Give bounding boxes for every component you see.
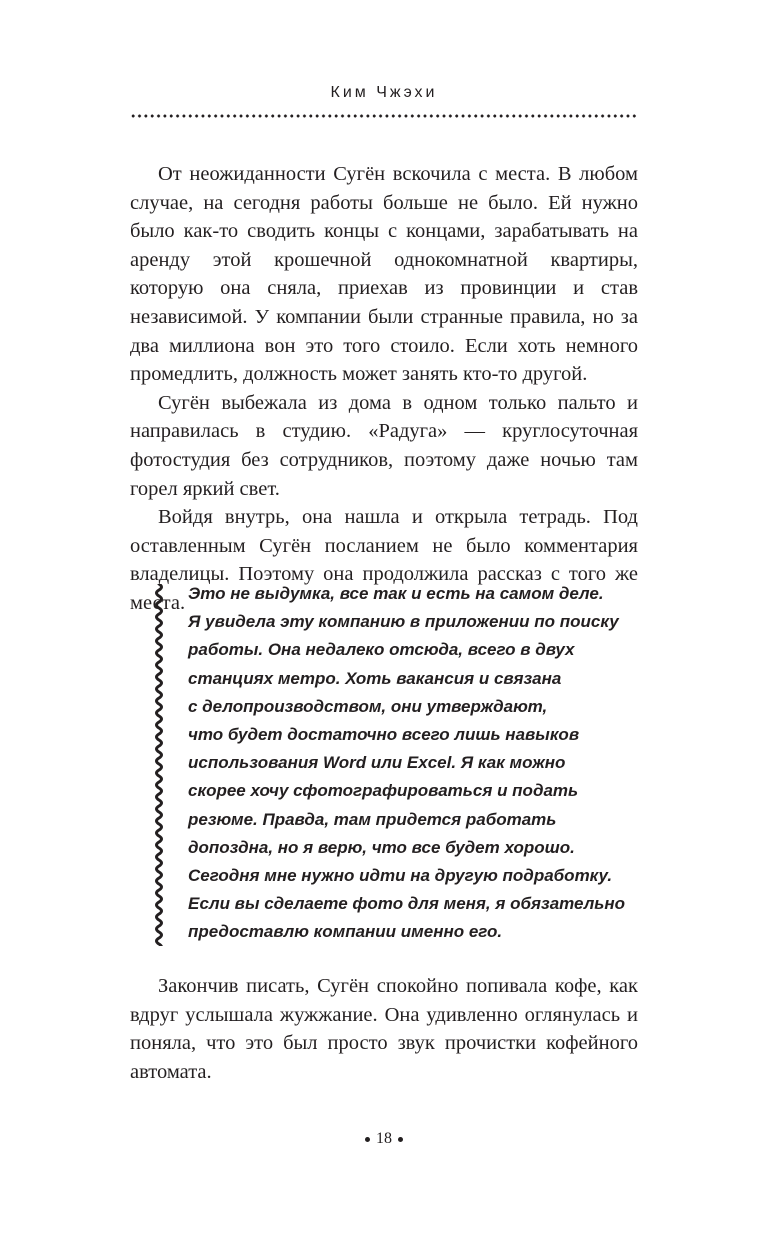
quote-line: с делопроизводством, они утверждают, bbox=[188, 696, 548, 716]
notebook-quote bbox=[152, 580, 642, 952]
quote-line: что будет достаточно всего лишь навыков bbox=[188, 725, 580, 745]
page-number-footer bbox=[0, 1130, 768, 1148]
quote-text bbox=[188, 580, 648, 947]
paragraph: Сугён выбежала из дома в одном только пальто и направилась в студию. «Радуга» — круглосуточная фотостудия без сотрудников, поэтому даже ночью там горел яркий свет. bbox=[130, 391, 638, 500]
quote-line: станциях метро. Хоть вакансия и связана bbox=[188, 668, 562, 688]
paragraph: От неожиданности Сугён вскочила с места. В любом случае, на сегодня работы больше не было. Ей нужно было как-то сводить концы с концами, зарабатывать на аренду этой крошечной однокомнатной квартиры, которую она сняла, приехав из провинции и став независимой. У компании были странные правила, но за два миллиона вон это того стоило. Если хоть немного промедлить, должность может занять кто-то другой. bbox=[130, 163, 638, 386]
paragraph: Закончив писать, Сугён спокойно попивала кофе, как вдруг услышала жужжание. Она удивленно оглянулась и поняла, что это был просто звук прочистки кофейного автомата. bbox=[130, 975, 638, 1083]
quote-line: Я увидела эту компанию в приложении по поиску bbox=[188, 612, 619, 632]
quote-line: скорее хочу сфотографироваться и подать bbox=[188, 781, 579, 801]
main-text-bottom bbox=[130, 972, 638, 1086]
quote-line: допоздна, но я верю, что все будет хорошо. bbox=[188, 837, 575, 857]
quote-line: резюме. Правда, там придется работать bbox=[188, 809, 557, 829]
page-number: 18 bbox=[376, 1130, 392, 1147]
quote-line: использования Word или Excel. Я как можно bbox=[188, 753, 566, 773]
author-name: Ким Чжэхи bbox=[330, 84, 438, 101]
quote-line: работы. Она недалеко отсюда, всего в двух bbox=[188, 640, 575, 660]
quote-line: Это не выдумка, все так и есть на самом деле. bbox=[188, 584, 604, 603]
bullet-icon bbox=[365, 1137, 370, 1142]
quote-line: Если вы сделаете фото для меня, я обязательно bbox=[188, 894, 626, 914]
quote-line: Сегодня мне нужно идти на другую подработку. bbox=[188, 866, 613, 886]
quote-line: предоставлю компании именно его. bbox=[188, 922, 503, 942]
bullet-icon bbox=[398, 1137, 403, 1142]
dotted-divider bbox=[130, 114, 638, 118]
paragraph: Войдя внутрь, она нашла и открыла тетрадь. Под оставленным Сугён посланием не было комментария владелицы. Поэтому она продолжила рассказ с того же места. bbox=[130, 506, 638, 614]
main-text-top bbox=[130, 160, 638, 618]
wavy-line-icon bbox=[152, 584, 166, 946]
